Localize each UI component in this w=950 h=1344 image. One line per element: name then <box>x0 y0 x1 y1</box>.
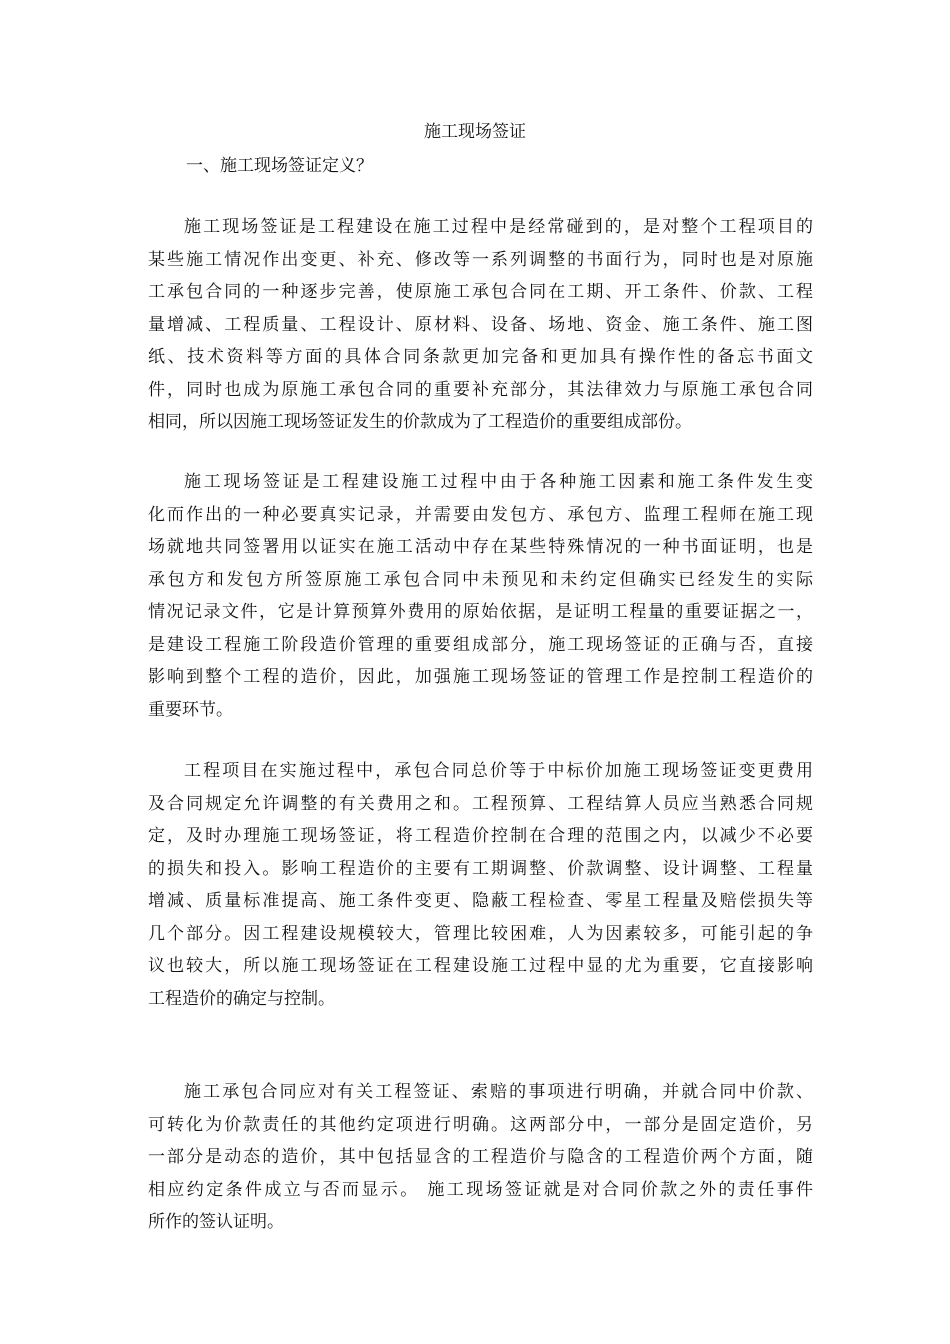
section-heading: 一、施工现场签证定义？ <box>186 156 373 176</box>
paragraph-line: 量增减、工程质量、工程设计、原材料、设备、场地、资金、施工条件、施工图 <box>148 314 813 335</box>
paragraph-line: 的损失和投入。影响工程造价的主要有工期调整、价款调整、设计调整、工程量 <box>148 858 813 879</box>
paragraph-line: 可转化为价款责任的其他约定项进行明确。这两部分中，一部分是固定造价，另 <box>148 1114 813 1135</box>
paragraph-line: 工承包合同的一种逐步完善，使原施工承包合同在工期、开工条件、价款、工程 <box>148 282 813 302</box>
paragraph-line: 相应约定条件成立与否而显示。 施工现场签证就是对合同价款之外的责任事件 <box>148 1179 813 1200</box>
paragraph-line: 影响到整个工程的造价，因此，加强施工现场签证的管理工作是控制工程造价的 <box>148 667 813 687</box>
paragraph-line: 纸、技术资料等方面的具体合同条款更加完备和更加具有操作性的备忘书面文 <box>148 347 813 367</box>
paragraph-line: 施工承包合同应对有关工程签证、索赔的事项进行明确，并就合同中价款、 <box>184 1082 813 1102</box>
paragraph-line: 所作的签认证明。 <box>148 1212 284 1232</box>
paragraph-line: 件，同时也成为原施工承包合同的重要补充部分，其法律效力与原施工承包合同 <box>148 379 813 400</box>
paragraph-4 <box>148 1076 813 1239</box>
paragraph-line: 施工现场签证是工程建设施工过程中由于各种施工因素和施工条件发生变 <box>184 472 813 492</box>
paragraph-line: 场就地共同签署用以证实在施工活动中存在某些特殊情况的一种书面证明，也是 <box>148 537 813 557</box>
paragraph-line: 几个部分。因工程建设规模较大，管理比较困难，人为因素较多，可能引起的争 <box>148 923 813 944</box>
paragraph-line: 化而作出的一种必要真实记录，并需要由发包方、承包方、监理工程师在施工现 <box>148 504 813 525</box>
paragraph-line: 是建设工程施工阶段造价管理的重要组成部分，施工现场签证的正确与否，直接 <box>148 634 813 655</box>
paragraph-2 <box>148 466 813 726</box>
paragraph-line: 情况记录文件，它是计算预算外费用的原始依据，是证明工程量的重要证据之一， <box>148 602 813 622</box>
paragraph-line: 一部分是动态的造价，其中包括显含的工程造价与隐含的工程造价两个方面，随 <box>148 1147 813 1167</box>
paragraph-line: 重要环节。 <box>148 699 233 720</box>
paragraph-line: 增减、质量标准提高、施工条件变更、隐蔽工程检查、零星工程量及赔偿损失等 <box>148 891 813 911</box>
paragraph-line: 工程项目在实施过程中，承包合同总价等于中标价加施工现场签证变更费用 <box>184 761 813 781</box>
paragraph-line: 工程造价的确定与控制。 <box>148 988 335 1009</box>
document-title: 施工现场签证 <box>424 122 526 142</box>
paragraph-line: 及合同规定允许调整的有关费用之和。工程预算、工程结算人员应当熟悉合同规 <box>148 793 813 814</box>
paragraph-line: 定，及时办理施工现场签证，将工程造价控制在合理的范围之内，以减少不必要 <box>148 826 813 846</box>
paragraph-line: 议也较大，所以施工现场签证在工程建设施工过程中显的尤为重要，它直接影响 <box>148 956 813 976</box>
paragraph-line: 施工现场签证是工程建设在施工过程中是经常碰到的，是对整个工程项目的 <box>184 217 813 237</box>
paragraph-line: 某些施工情况作出变更、补充、修改等一系列调整的书面行为，同时也是对原施 <box>148 249 813 270</box>
paragraph-3 <box>148 755 813 1015</box>
paragraph-line: 相同，所以因施工现场签证发生的价款成为了工程造价的重要组成部份。 <box>148 412 692 432</box>
paragraph-line: 承包方和发包方所签原施工承包合同中未预见和未约定但确实已经发生的实际 <box>148 569 813 590</box>
paragraph-1 <box>148 211 813 439</box>
